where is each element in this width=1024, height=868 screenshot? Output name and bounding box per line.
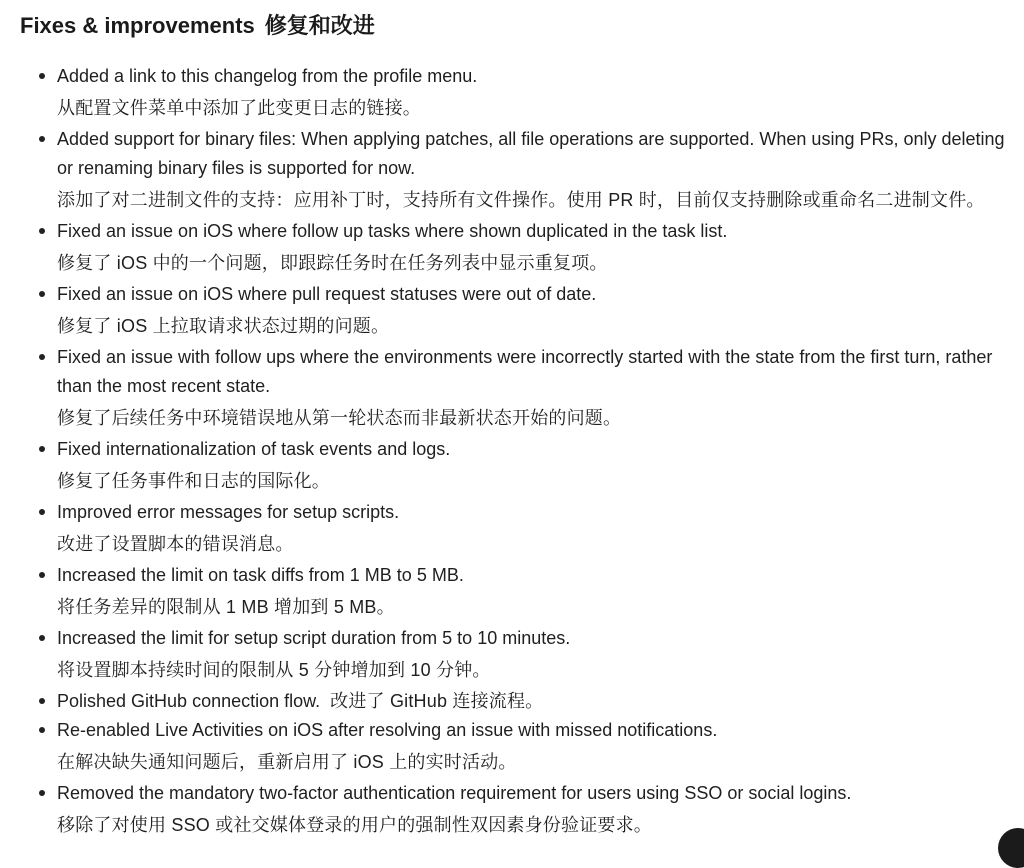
item-text-en: Fixed an issue on iOS where follow up tasks where shown duplicated in the task list.: [57, 221, 728, 241]
bullet-icon: [39, 698, 45, 704]
item-text-en: Improved error messages for setup scripts.: [57, 502, 400, 522]
list-item: [20, 435, 1024, 498]
item-text-en: Fixed internationalization of task events and logs.: [57, 439, 451, 459]
bullet-icon: [39, 790, 45, 796]
list-item: [20, 687, 1024, 716]
item-text-en: Added a link to this changelog from the profile menu.: [57, 66, 478, 86]
list-item: [20, 498, 1024, 561]
item-text-zh: 修复了 iOS 中的一个问题，即跟踪任务时在任务列表中显示重复项。: [57, 253, 608, 273]
section-heading: [20, 0, 1024, 36]
bullet-icon: [39, 73, 45, 79]
item-text-zh: 改进了设置脚本的错误消息。: [57, 534, 294, 554]
item-text-zh: 在解决缺失通知问题后，重新启用了 iOS 上的实时活动。: [57, 752, 517, 772]
item-text-en: Re-enabled Live Activities on iOS after resolving an issue with missed notifications.: [57, 720, 718, 740]
item-text-zh: 添加了对二进制文件的支持：应用补丁时，支持所有文件操作。使用 PR 时，目前仅支持删除或重命名二进制文件。: [57, 190, 985, 210]
bullet-icon: [39, 354, 45, 360]
item-text-zh: 将设置脚本持续时间的限制从 5 分钟增加到 10 分钟。: [57, 660, 491, 680]
item-text-en: Polished GitHub connection flow.: [57, 691, 321, 711]
list-item: [20, 125, 1024, 217]
list-item: [20, 561, 1024, 624]
bullet-icon: [39, 572, 45, 578]
item-text-zh: 将任务差异的限制从 1 MB 增加到 5 MB。: [57, 597, 395, 617]
item-text-zh: 修复了 iOS 上拉取请求状态过期的问题。: [57, 316, 390, 336]
section-heading-zh: 修复和改进: [264, 13, 375, 38]
item-text-en: Added support for binary files: When applying patches, all file operations are supported. When using PRs, only deleting or renaming binary files is supported for now.: [57, 129, 1005, 178]
list-item: [20, 716, 1024, 779]
bullet-icon: [39, 446, 45, 452]
bullet-icon: [39, 136, 45, 142]
changelog-section: [20, 0, 1024, 835]
bullet-icon: [39, 635, 45, 641]
changelog-list: [20, 62, 1024, 842]
item-text-zh: 改进了 GitHub 连接流程。: [330, 691, 544, 711]
section-heading-en: Fixes & improvements: [20, 13, 255, 38]
item-text-zh: 从配置文件菜单中添加了此变更日志的链接。: [57, 98, 421, 118]
item-text-zh: 修复了后续任务中环境错误地从第一轮状态而非最新状态开始的问题。: [57, 408, 622, 428]
bullet-icon: [39, 727, 45, 733]
item-text-zh: 修复了任务事件和日志的国际化。: [57, 471, 330, 491]
item-text-en: Increased the limit for setup script duration from 5 to 10 minutes.: [57, 628, 571, 648]
list-item: [20, 217, 1024, 280]
list-item: [20, 343, 1024, 435]
list-item: [20, 280, 1024, 343]
bullet-icon: [39, 228, 45, 234]
item-text-en: Removed the mandatory two-factor authentication requirement for users using SSO or social logins.: [57, 783, 852, 803]
list-item: [20, 624, 1024, 687]
item-text-en: Fixed an issue with follow ups where the environments were incorrectly started with the state from the first turn, rather than the most recent state.: [57, 347, 993, 396]
bullet-icon: [39, 509, 45, 515]
item-text-zh: 移除了对使用 SSO 或社交媒体登录的用户的强制性双因素身份验证要求。: [57, 815, 653, 835]
item-text-en-inline: [57, 687, 1024, 716]
list-item: [20, 779, 1024, 842]
list-item: [20, 62, 1024, 125]
item-text-en: Fixed an issue on iOS where pull request statuses were out of date.: [57, 284, 597, 304]
floating-action-button[interactable]: [998, 828, 1024, 868]
bullet-icon: [39, 291, 45, 297]
item-text-en: Increased the limit on task diffs from 1 MB to 5 MB.: [57, 565, 464, 585]
